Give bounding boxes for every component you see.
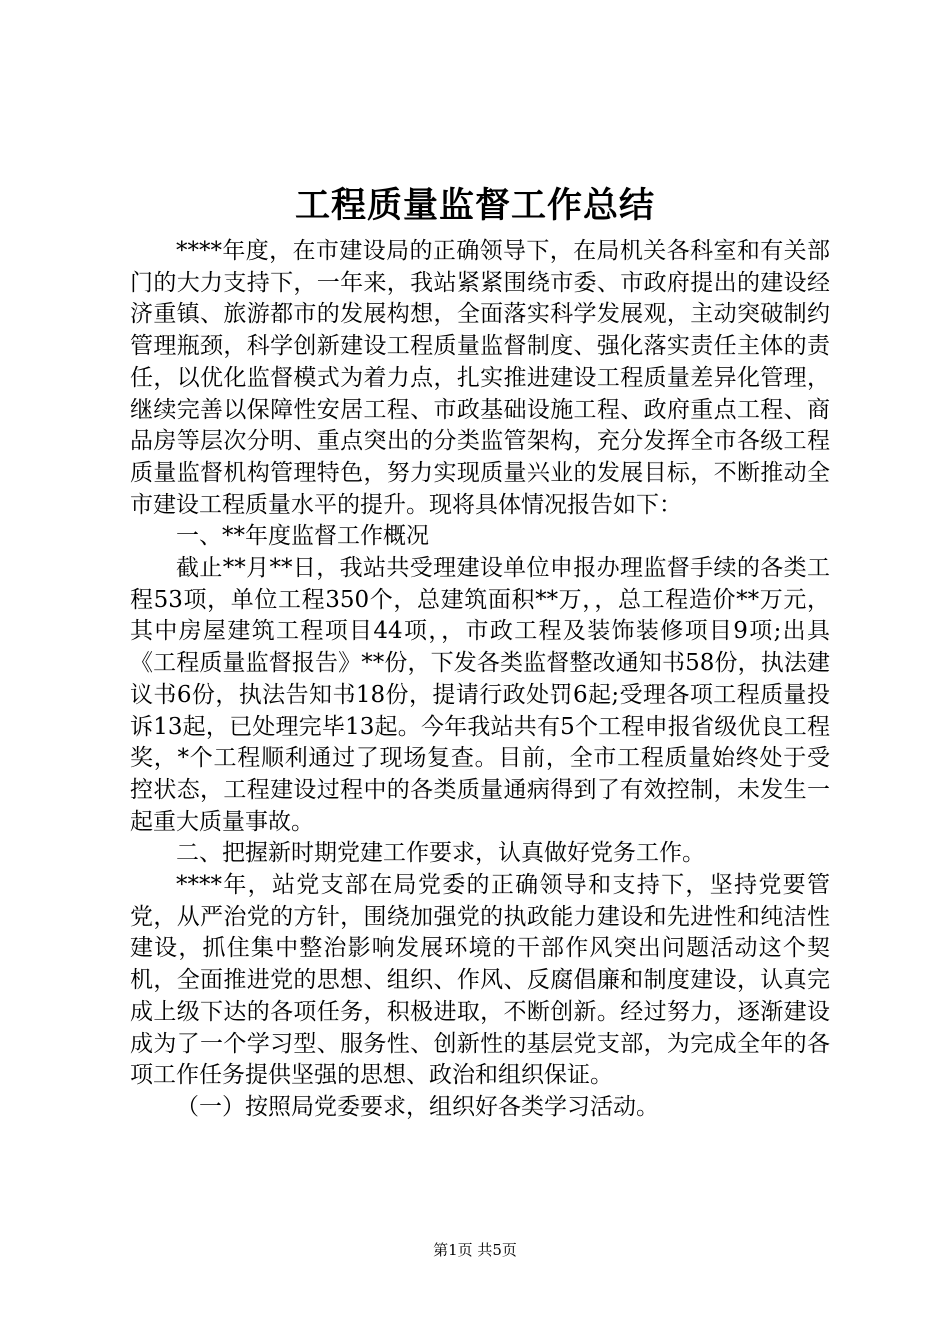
- section-heading-2: 二、把握新时期党建工作要求，认真做好党务工作。: [176, 840, 705, 867]
- document-body: [130, 236, 830, 1124]
- section-heading-1: 一、**年度监督工作概况: [176, 523, 429, 550]
- subsection-heading-1: （一）按照局党委要求，组织好各类学习活动。: [176, 1093, 659, 1120]
- section-2-paragraph: ****年，站党支部在局党委的正确领导和支持下，坚持党要管党，从严治党的方针，围绕加强党的执政能力建设和先进性和纯洁性建设，抓住集中整治影响发展环境的干部作风突出问题活动这个契机，全面推进党的思想、组织、作风、反腐倡廉和制度建设，认真完成上级下达的各项任务，积极进取，不断创新。经过努力，逐渐建设成为了一个学习型、服务性、创新性的基层党支部，为完成全年的各项工作任务提供坚强的思想、政治和组织保证。: [130, 872, 830, 1089]
- section-1-paragraph: 截止**月**日，我站共受理建设单位申报办理监督手续的各类工程53项，单位工程350个，总建筑面积**万，，总工程造价**万元，其中房屋建筑工程项目44项，，市政工程及装饰装修项目9项;出具《工程质量监督报告》**份，下发各类监督整改通知书58份，执法建议书6份，执法告知书18份，提请行政处罚6起;受理各项工程质量投诉13起，已处理完毕13起。今年我站共有5个工程申报省级优良工程奖，*个工程顺利通过了现场复查。目前，全市工程质量始终处于受控状态，工程建设过程中的各类质量通病得到了有效控制，未发生一起重大质量事故。: [130, 555, 830, 835]
- intro-paragraph: ****年度，在市建设局的正确领导下，在局机关各科室和有关部门的大力支持下，一年来，我站紧紧围绕市委、市政府提出的建设经济重镇、旅游都市的发展构想，全面落实科学发展观，主动突破制约管理瓶颈，科学创新建设工程质量监督制度、强化落实责任主体的责任，以优化监督模式为着力点，扎实推进建设工程质量差异化管理，继续完善以保障性安居工程、市政基础设施工程、政府重点工程、商品房等层次分明、重点突出的分类监管架构，充分发挥全市各级工程质量监督机构管理特色，努力实现质量兴业的发展目标，不断推动全市建设工程质量水平的提升。现将具体情况报告如下：: [130, 238, 830, 518]
- document-title: 工程质量监督工作总结: [294, 185, 655, 226]
- page-footer: 第1页 共5页: [433, 1241, 517, 1259]
